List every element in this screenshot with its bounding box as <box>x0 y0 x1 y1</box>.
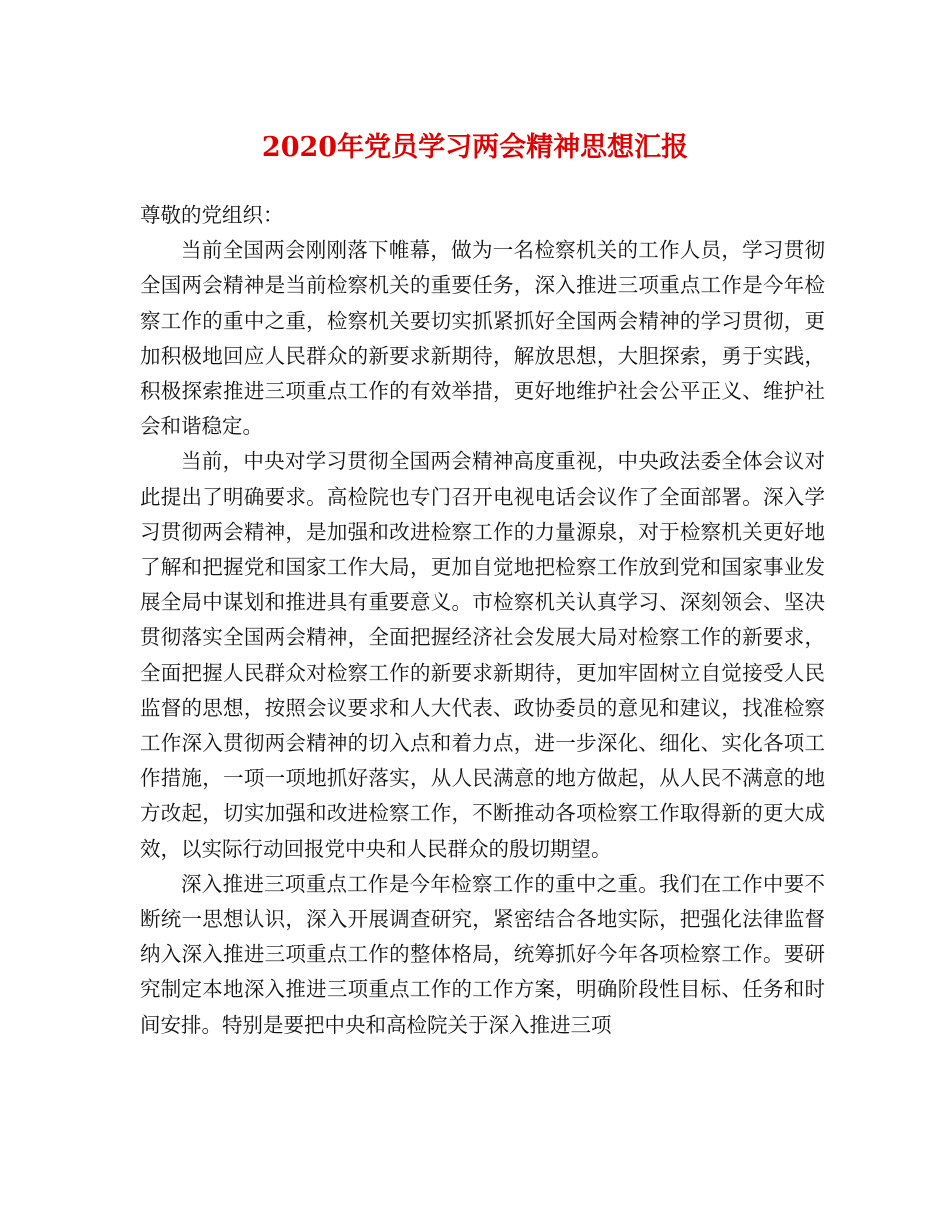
paragraph-2: 当前，中央对学习贯彻全国两会精神高度重视，中央政法委全体会议对此提出了明确要求。高检院也专门召开电视电话会议作了全面部署。深入学习贯彻两会精神，是加强和改进检察工作的力量源泉，对于检察机关更好地了解和把握党和国家工作大局，更加自觉地把检察工作放到党和国家事业发展全局中谋划和推进具有重要意义。市检察机关认真学习、深刻领会、坚决贯彻落实全国两会精神，全面把握经济社会发展大局对检察工作的新要求，全面把握人民群众对检察工作的新要求新期待，更加牢固树立自觉接受人民监督的思想，按照会议要求和人大代表、政协委员的意见和建议，找准检察工作深入贯彻两会精神的切入点和着力点，进一步深化、细化、实化各项工作措施，一项一项地抓好落实，从人民满意的地方做起，从人民不满意的地方改起，切实加强和改进检察工作，不断推动各项检察工作取得新的更大成效，以实际行动回报党中央和人民群众的殷切期望。 <box>140 449 825 861</box>
document-title: 2020年党员学习两会精神思想汇报 <box>261 132 689 163</box>
salutation: 尊敬的党组织： <box>140 203 284 227</box>
document-body <box>140 198 825 1043</box>
paragraph-3: 深入推进三项重点工作是今年检察工作的重中之重。我们在工作中要不断统一思想认识，深入开展调查研究，紧密结合各地实际，把强化法律监督纳入深入推进三项重点工作的整体格局，统筹抓好今年各项检察工作。要研究制定本地深入推进三项重点工作的工作方案，明确阶段性目标、任务和时间安排。特别是要把中央和高检院关于深入推进三项 <box>140 871 825 1037</box>
paragraph-1: 当前全国两会刚刚落下帷幕，做为一名检察机关的工作人员，学习贯彻全国两会精神是当前检察机关的重要任务，深入推进三项重点工作是今年检察工作的重中之重，检察机关要切实抓紧抓好全国两会精神的学习贯彻，更加积极地回应人民群众的新要求新期待，解放思想，大胆探索，勇于实践，积极探索推进三项重点工作的有效举措，更好地维护社会公平正义、维护社会和谐稳定。 <box>140 238 825 439</box>
